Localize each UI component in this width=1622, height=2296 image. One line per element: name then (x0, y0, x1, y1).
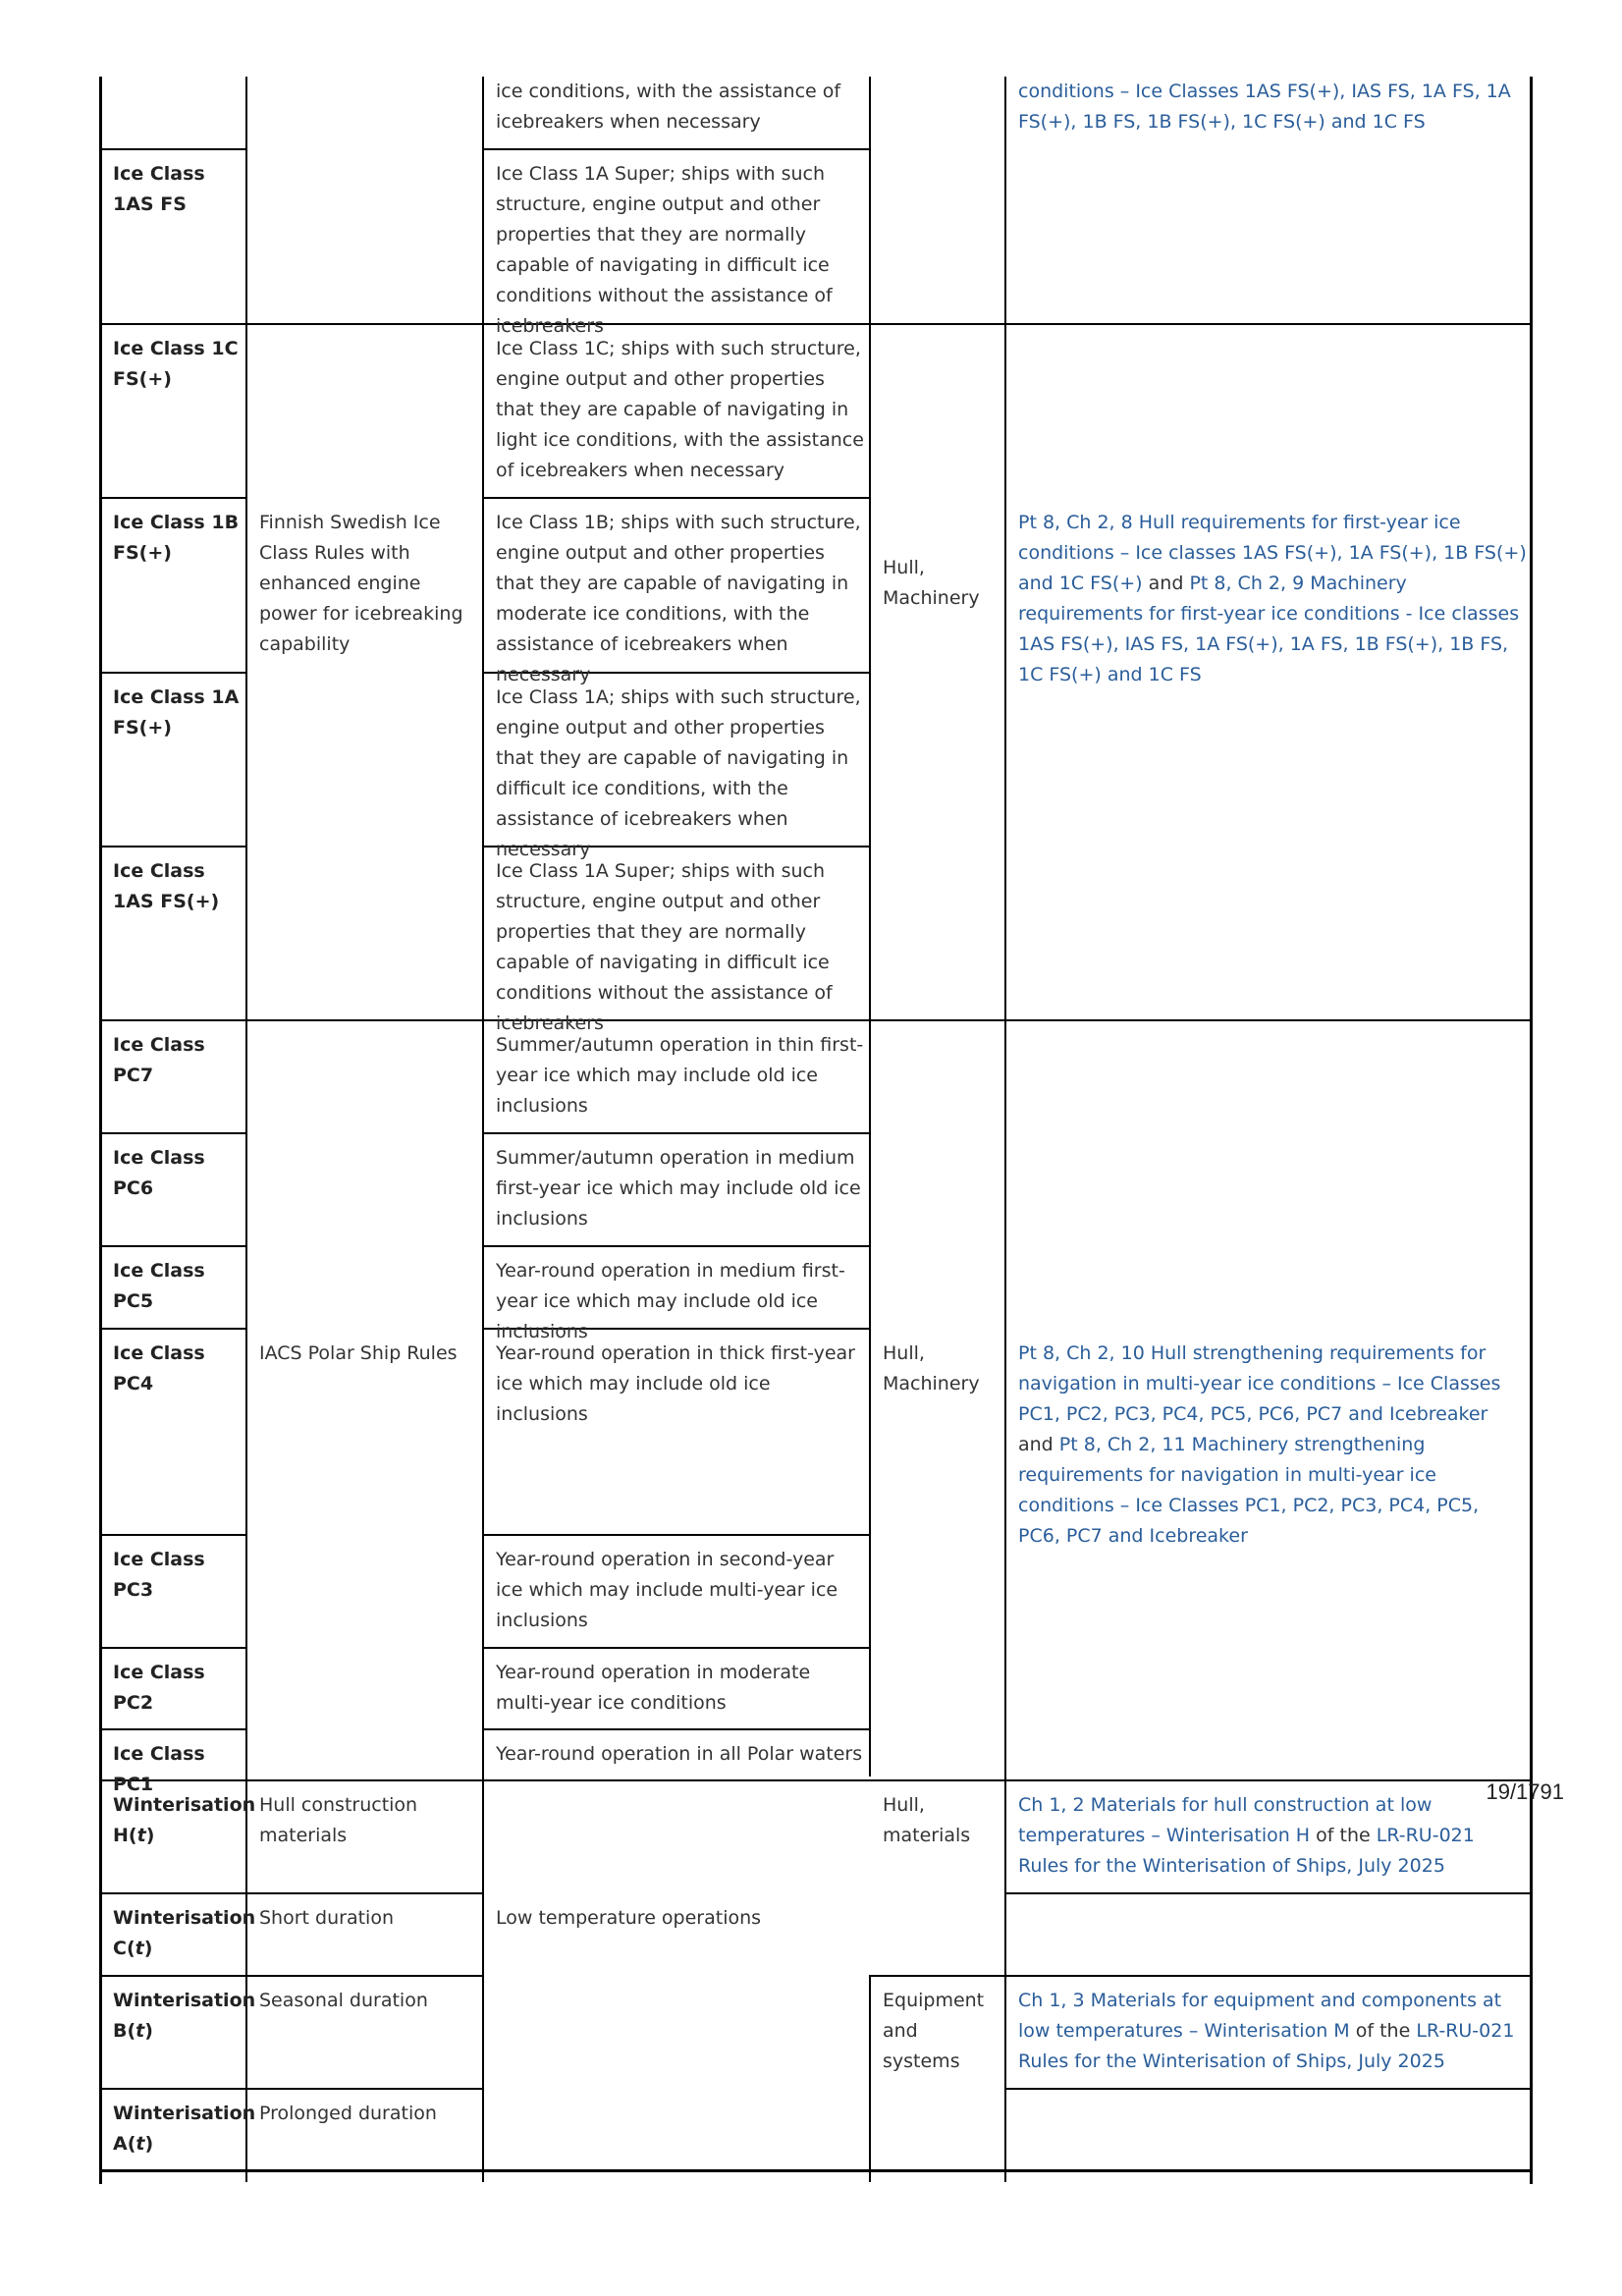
class-name-cell: Ice Class 1B FS(+) (113, 512, 240, 564)
class-name-cell: Ice Class 1A FS(+) (113, 686, 240, 738)
row-divider (1004, 1892, 1533, 1894)
row-divider (869, 1975, 1533, 1977)
class-name-cell: Winterisation H(t) (113, 1794, 256, 1846)
column-divider (245, 77, 247, 2182)
row-divider (99, 1728, 245, 1730)
row-divider (482, 1647, 869, 1649)
row-divider (99, 1245, 245, 1247)
table-left-border (99, 77, 102, 2184)
column-divider (869, 1976, 871, 2182)
scope-cell: Equipment and systems (883, 1990, 985, 2072)
rules-cell: Hull construction materials (259, 1794, 418, 1846)
description-cell: Year-round operation in medium first-year ice which may include old ice inclusions (496, 1260, 845, 1342)
reference-cell (1018, 1790, 1524, 1882)
reference-link[interactable]: Pt 8, Ch 2, 10 Hull strengthening requirements for navigation in multi-year ice conditions – Ice Classes PC1, PC2, PC3, PC4, PC5, PC6, PC7 and Icebreaker (1018, 1342, 1501, 1425)
description-cell: Low temperature operations (496, 1907, 762, 1929)
column-divider (869, 77, 871, 1777)
row-divider (99, 1892, 482, 1894)
column-divider (1004, 77, 1006, 2182)
rules-cell: Prolonged duration (259, 2103, 437, 2124)
row-divider (99, 1779, 1533, 1781)
page-number: 19/1791 (1486, 1779, 1564, 1804)
row-divider (1004, 2088, 1533, 2090)
row-divider (482, 1245, 869, 1247)
column-divider (482, 77, 484, 2182)
scope-cell: Hull, Machinery (883, 1342, 980, 1394)
class-name-cell: Ice Class PC2 (113, 1662, 205, 1714)
class-name-cell: Ice Class PC5 (113, 1260, 205, 1312)
rules-cell: IACS Polar Ship Rules (259, 1342, 458, 1364)
row-divider (482, 148, 869, 150)
reference-connector: and (1018, 1434, 1054, 1455)
class-name-cell: Ice Class PC4 (113, 1342, 205, 1394)
row-divider (99, 2088, 482, 2090)
reference-connector: and (1148, 573, 1184, 594)
row-divider (99, 148, 245, 150)
description-cell: Ice Class 1A Super; ships with such structure, engine output and other properties that they are normally capable of navigating in difficult ice conditions without the assistance of icebreakers (496, 860, 833, 1034)
rules-cell: Short duration (259, 1907, 394, 1929)
row-divider (99, 1975, 482, 1977)
description-cell: Year-round operation in all Polar waters (496, 1743, 863, 1765)
reference-link[interactable]: Pt 8, Ch 2, 11 Machinery strengthening requirements for navigation in multi-year ice conditions – Ice Classes PC1, PC2, PC3, PC4, PC5, PC6, PC7 and Icebreaker (1018, 1434, 1480, 1547)
reference-link[interactable]: LR-RU-021 Rules for the Winterisation of Ships, July 2025 (1018, 1825, 1475, 1877)
description-cell: Ice Class 1A; ships with such structure, engine output and other properties that they are capable of navigating in difficult ice conditions, with the assistance of icebreakers when necessary (496, 686, 861, 860)
reference-link[interactable]: LR-RU-021 Rules for the Winterisation of Ships, July 2025 (1018, 2020, 1515, 2072)
rules-cell: Finnish Swedish Ice Class Rules with enhanced engine power for icebreaking capability (259, 512, 463, 655)
row-divider (482, 1534, 869, 1536)
row-divider (99, 672, 245, 674)
class-name-cell: Ice Class 1AS FS (113, 163, 205, 215)
reference-link[interactable]: Pt 8, Ch 2, 8 Hull requirements for first-year ice conditions – Ice classes 1AS FS(+), 1A FS(+), 1B FS(+) and 1C FS(+) (1018, 512, 1527, 594)
row-divider (482, 497, 869, 499)
table-bottom-border (99, 2169, 1533, 2172)
description-cell: ice conditions, with the assistance of icebreakers when necessary (496, 81, 841, 133)
scope-cell: Hull, materials (883, 1794, 971, 1846)
class-name-cell: Ice Class 1C FS(+) (113, 338, 239, 390)
reference-link[interactable]: Pt 8, Ch 2, 9 Machinery requirements for first-year ice conditions - Ice classes 1AS FS(+), IAS FS, 1A FS(+), 1A FS, 1B FS(+), 1B FS, 1C FS(+) and 1C FS (1018, 573, 1520, 685)
description-cell: Year-round operation in moderate multi-year ice conditions (496, 1662, 811, 1714)
class-name-cell: Winterisation A(t) (113, 2103, 256, 2155)
row-divider (99, 1647, 245, 1649)
class-name-cell: Ice Class PC7 (113, 1034, 205, 1086)
rules-cell: Seasonal duration (259, 1990, 428, 2011)
row-divider (99, 846, 245, 847)
description-cell: Ice Class 1B; ships with such structure, engine output and other properties that they are capable of navigating in moderate ice conditions, with the assistance of icebreakers when necessary (496, 512, 861, 685)
reference-cell (1018, 1339, 1524, 1552)
description-cell: Ice Class 1A Super; ships with such structure, engine output and other properties that they are normally capable of navigating in difficult ice conditions without the assistance of icebreakers (496, 163, 833, 337)
row-divider (99, 1534, 245, 1536)
row-divider (99, 1328, 245, 1330)
reference-link[interactable]: Ch 1, 2 Materials for hull construction at low temperatures – Winterisation H (1018, 1794, 1433, 1846)
reference-connector: of the (1355, 2020, 1411, 2042)
class-name-cell: Ice Class PC3 (113, 1549, 205, 1601)
description-cell: Year-round operation in second-year ice which may include multi-year ice inclusions (496, 1549, 838, 1631)
scope-cell: Hull, Machinery (883, 557, 980, 609)
class-name-cell: Ice Class PC6 (113, 1147, 205, 1199)
description-cell: Year-round operation in thick first-year ice which may include old ice inclusions (496, 1342, 855, 1425)
class-name-cell: Winterisation C(t) (113, 1907, 256, 1959)
row-divider (99, 1132, 245, 1134)
reference-link[interactable]: conditions – Ice Classes 1AS FS(+), IAS FS, 1A FS, 1A FS(+), 1B FS, 1B FS(+), 1C FS(+) and 1C FS (1018, 81, 1511, 133)
description-cell: Summer/autumn operation in thin first-year ice which may include old ice inclusions (496, 1034, 864, 1117)
reference-cell (1018, 508, 1529, 690)
description-cell: Summer/autumn operation in medium first-year ice which may include old ice inclusions (496, 1147, 861, 1230)
class-name-cell: Ice Class 1AS FS(+) (113, 860, 220, 912)
reference-connector: of the (1316, 1825, 1371, 1846)
class-name-cell: Ice Class PC1 (113, 1743, 205, 1795)
table-right-border (1530, 77, 1533, 2184)
row-divider (99, 497, 245, 499)
reference-link[interactable]: Ch 1, 3 Materials for equipment and components at low temperatures – Winterisation M (1018, 1990, 1502, 2042)
reference-cell (1018, 1986, 1524, 2077)
class-name-cell: Winterisation B(t) (113, 1990, 256, 2042)
description-cell: Ice Class 1C; ships with such structure, engine output and other properties that they are capable of navigating in light ice conditions, with the assistance of icebreakers when necessary (496, 338, 864, 481)
row-divider (482, 1728, 869, 1730)
row-divider (482, 1132, 869, 1134)
